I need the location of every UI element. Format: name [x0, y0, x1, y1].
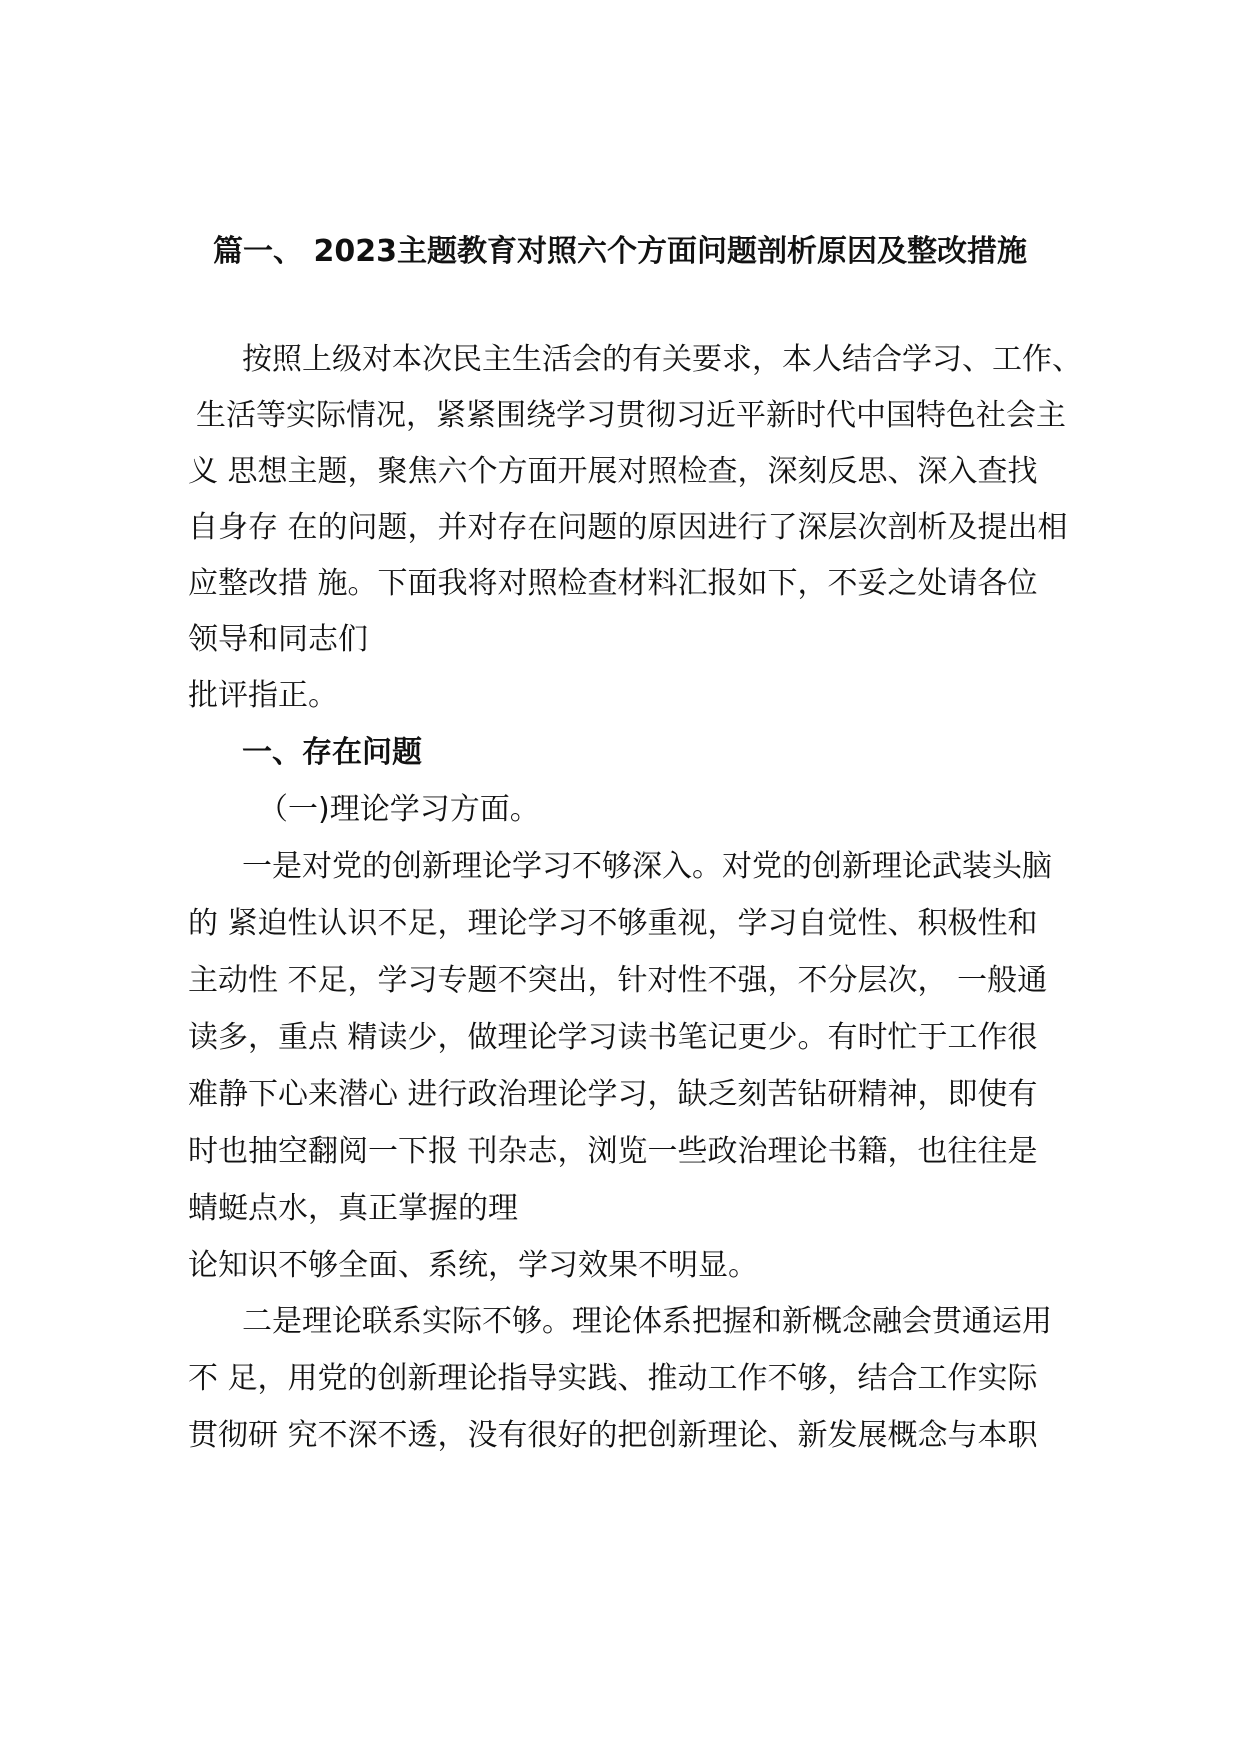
para2-line-3: 贯彻研 究不深不透，没有很好的把创新理论、新发展概念与本职	[188, 1418, 1038, 1453]
intro-line-1: 按照上级对本次民主生活会的有关要求，本人结合学习、工作、	[242, 342, 1082, 377]
document-title: 篇一、 2023主题教育对照六个方面问题剖析原因及整改措施	[213, 234, 1027, 269]
intro-line-3: 义 思想主题，聚焦六个方面开展对照检查，深刻反思、深入查找	[188, 454, 1038, 489]
para1-line-6: 时也抽空翻阅一下报 刊杂志，浏览一些政治理论书籍，也往往是	[188, 1134, 1038, 1169]
intro-line-2: 生活等实际情况，紧紧围绕学习贯彻习近平新时代中国特色社会主	[196, 398, 1066, 433]
intro-line-5: 应整改措 施。下面我将对照检查材料汇报如下，不妥之处请各位	[188, 566, 1038, 601]
intro-line-6: 领导和同志们	[188, 622, 368, 657]
subsection-heading: （一)理论学习方面。	[258, 792, 540, 827]
para1-line-5: 难静下心来潜心 进行政治理论学习，缺乏刻苦钻研精神，即使有	[188, 1077, 1038, 1112]
para1-line-3: 主动性 不足，学习专题不突出，针对性不强，不分层次， 一般通	[188, 963, 1048, 998]
para1-line-4: 读多，重点 精读少，做理论学习读书笔记更少。有时忙于工作很	[188, 1020, 1038, 1055]
section-heading: 一、存在问题	[242, 735, 422, 770]
para1-line-2: 的 紧迫性认识不足，理论学习不够重视，学习自觉性、积极性和	[188, 906, 1038, 941]
para2-line-2: 不 足，用党的创新理论指导实践、推动工作不够，结合工作实际	[188, 1361, 1038, 1396]
para2-line-1: 二是理论联系实际不够。理论体系把握和新概念融会贯通运用	[242, 1304, 1052, 1339]
para1-line-7: 蜻蜓点水，真正掌握的理	[188, 1191, 518, 1226]
para1-line-1: 一是对党的创新理论学习不够深入。对党的创新理论武装头脑	[242, 849, 1052, 884]
intro-line-4: 自身存 在的问题，并对存在问题的原因进行了深层次剖析及提出相	[188, 510, 1068, 545]
para1-line-8: 论知识不够全面、系统，学习效果不明显。	[188, 1248, 758, 1283]
intro-line-7: 批评指正。	[188, 678, 338, 713]
